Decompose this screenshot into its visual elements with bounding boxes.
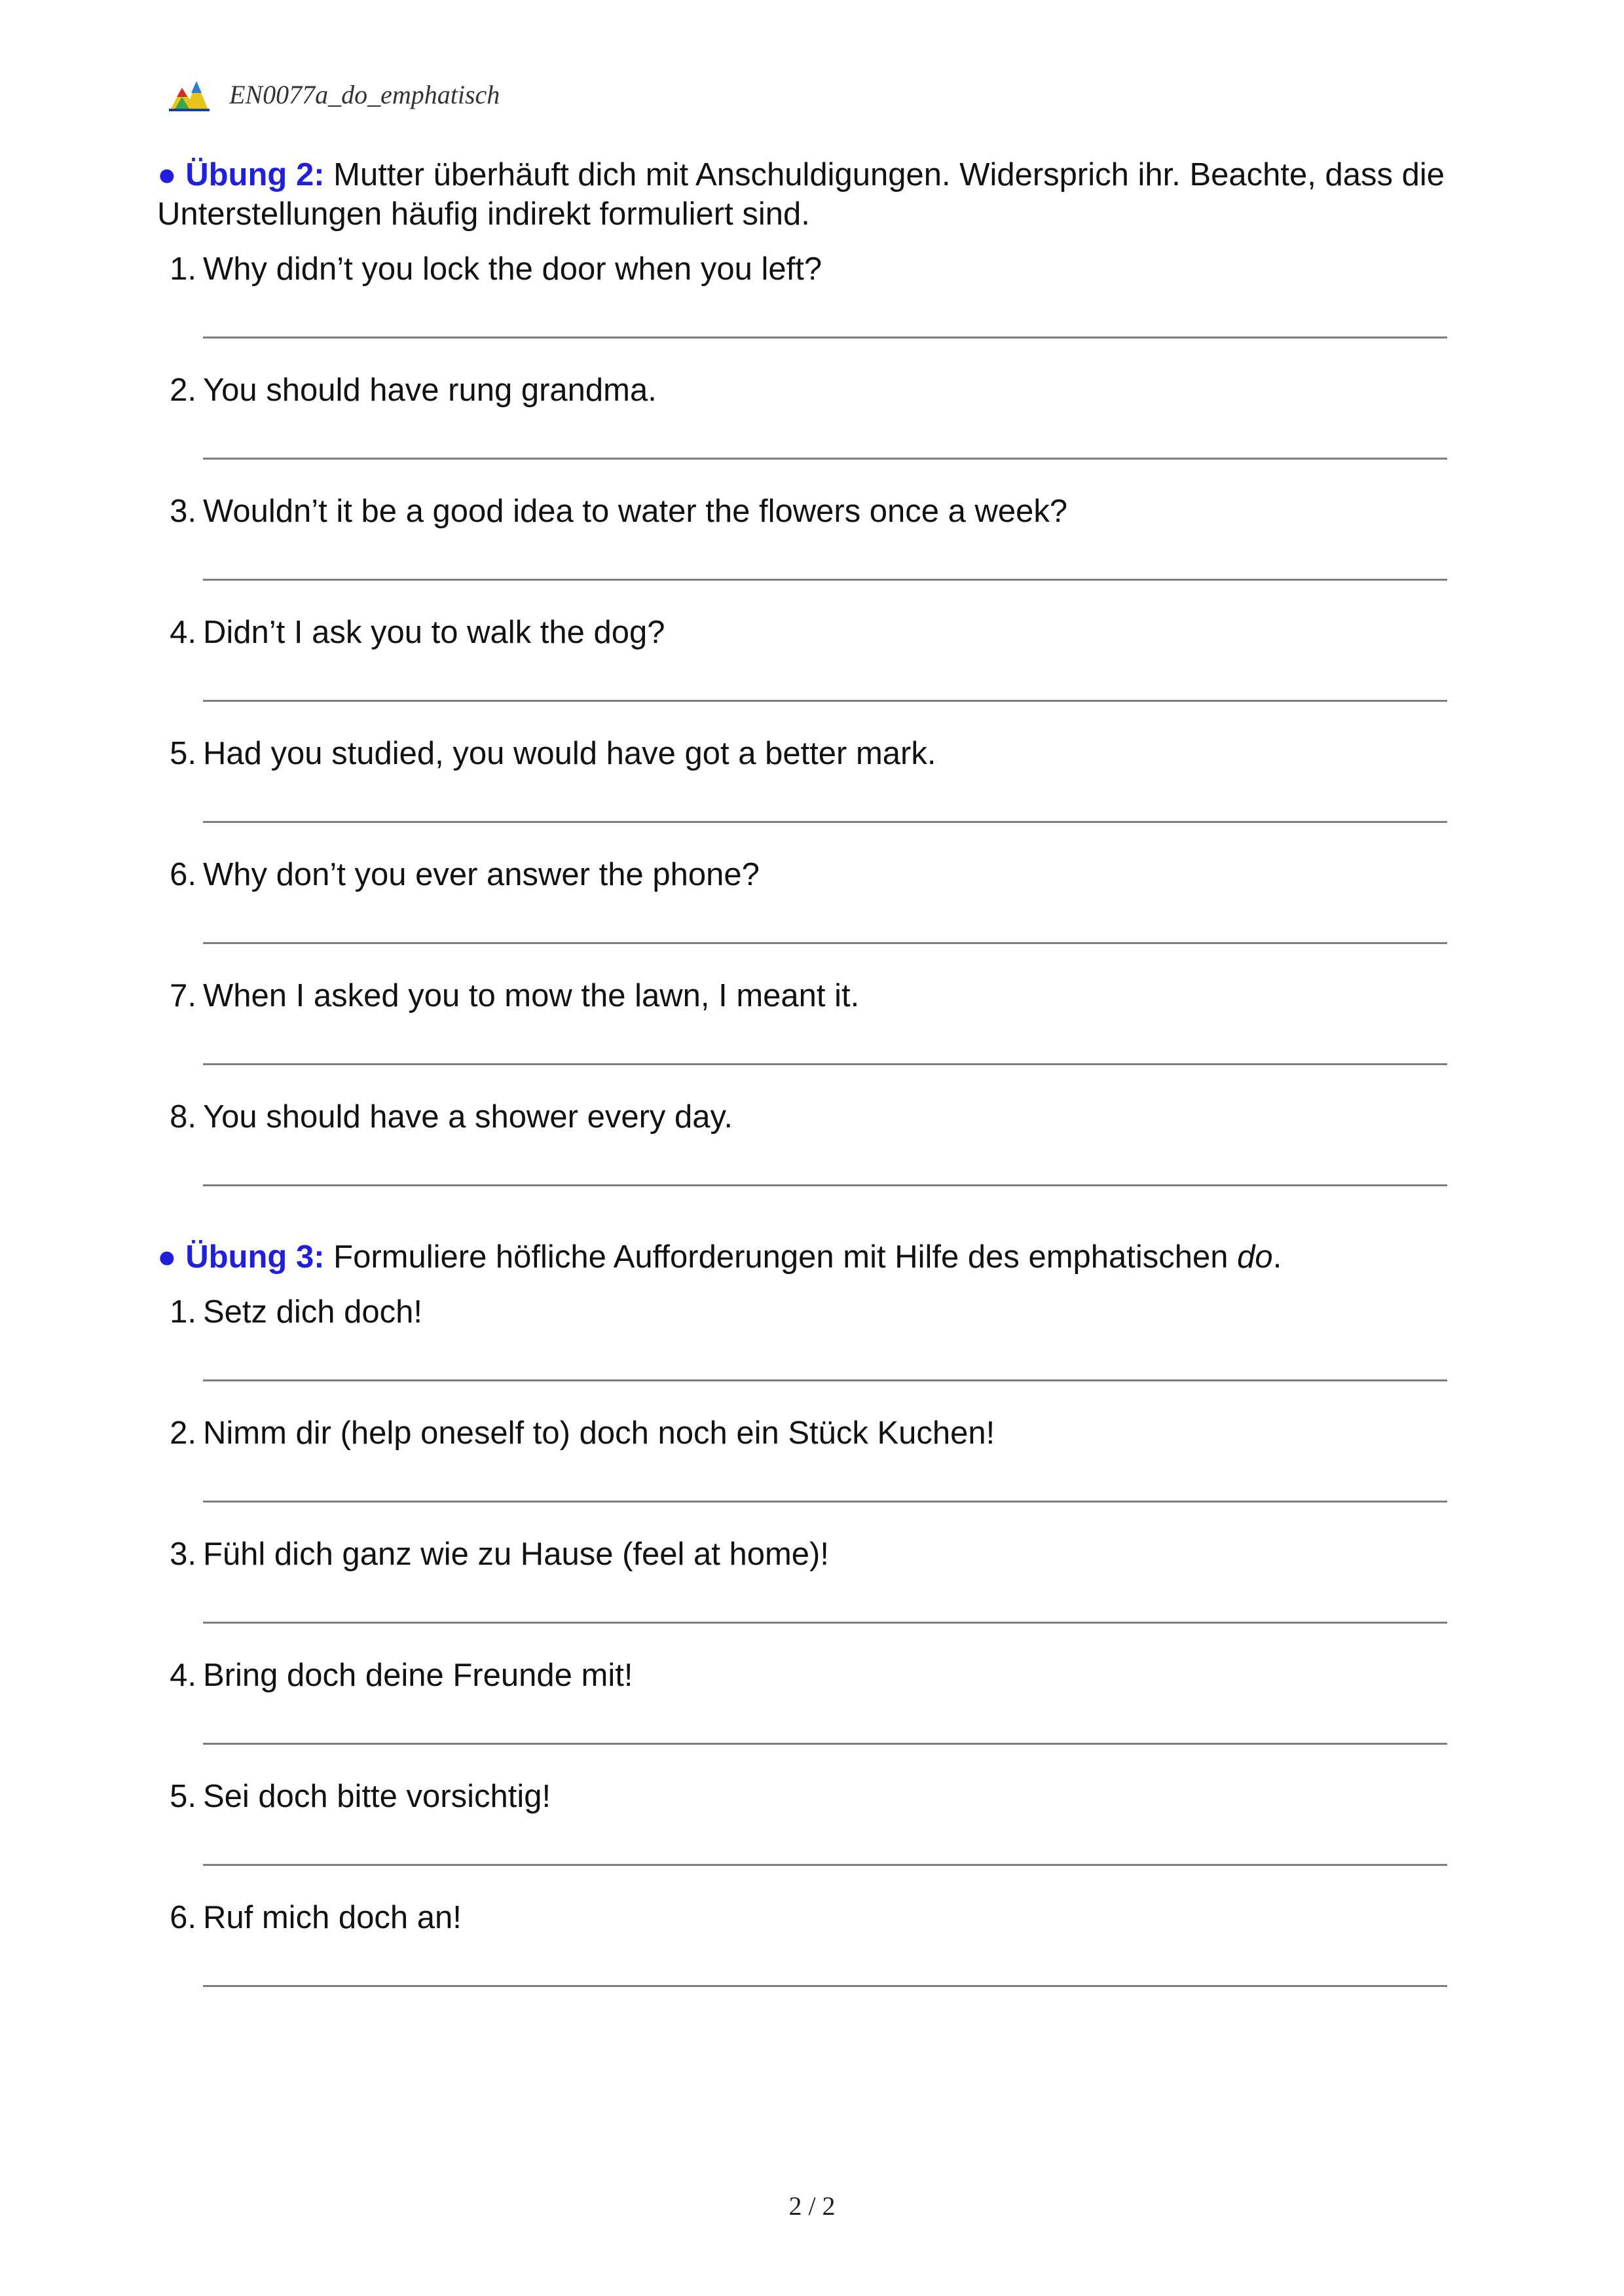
exercise-2-title <box>157 155 1467 234</box>
item-prompt: Fühl dich ganz wie zu Hause (feel at home)! <box>203 1537 829 1572</box>
list-item <box>157 371 1467 492</box>
item-prompt: Had you studied, you would have got a better mark. <box>203 736 936 771</box>
item-number: 4. <box>170 1658 196 1693</box>
exercise-3-instruction-emphasis: do <box>1237 1239 1273 1275</box>
answer-line[interactable] <box>203 579 1447 581</box>
answer-line[interactable] <box>203 1379 1447 1381</box>
answer-line[interactable] <box>203 1985 1447 1987</box>
item-prompt: Why don’t you ever answer the phone? <box>203 857 760 892</box>
item-prompt: When I asked you to mow the lawn, I meant it. <box>203 978 860 1013</box>
exercise-3-label: Übung 3: <box>185 1239 325 1275</box>
exercise-3 <box>157 1237 1467 2019</box>
item-number: 5. <box>170 1779 196 1814</box>
answer-line[interactable] <box>203 821 1447 823</box>
answer-line[interactable] <box>203 1063 1447 1065</box>
exercise-3-title <box>157 1237 1467 1277</box>
list-item <box>157 1656 1467 1777</box>
list-item <box>157 1292 1467 1413</box>
list-item <box>157 1097 1467 1218</box>
answer-line[interactable] <box>203 700 1447 702</box>
list-item <box>157 1413 1467 1535</box>
answer-line[interactable] <box>203 1501 1447 1503</box>
item-number: 8. <box>170 1099 196 1135</box>
answer-line[interactable] <box>203 1743 1447 1745</box>
exercise-3-instruction-end: . <box>1272 1239 1282 1275</box>
item-number: 3. <box>170 1537 196 1572</box>
exercise-2-instruction: Mutter überhäuft dich mit Anschuldigungen. Widersprich ihr. Beachte, dass die Unterstellungen häufig indirekt formuliert sind. <box>157 157 1445 232</box>
list-item <box>157 1898 1467 2019</box>
mountain-logo-icon <box>168 77 211 113</box>
item-prompt: Wouldn’t it be a good idea to water the flowers once a week? <box>203 494 1068 529</box>
page-number: 2 / 2 <box>788 2191 836 2221</box>
item-prompt: You should have rung grandma. <box>203 373 657 408</box>
exercise-2 <box>157 155 1467 1218</box>
answer-line[interactable] <box>203 1864 1447 1866</box>
list-item <box>157 1777 1467 1898</box>
item-prompt: Bring doch deine Freunde mit! <box>203 1658 633 1693</box>
answer-line[interactable] <box>203 458 1447 460</box>
item-number: 1. <box>170 251 196 287</box>
item-prompt: Setz dich doch! <box>203 1294 423 1330</box>
answer-line[interactable] <box>203 942 1447 944</box>
bullet-icon: ● <box>157 157 177 192</box>
item-prompt: Nimm dir (help oneself to) doch noch ein Stück Kuchen! <box>203 1415 995 1451</box>
item-number: 5. <box>170 736 196 771</box>
item-number: 6. <box>170 1900 196 1935</box>
document-id: EN0077a_do_emphatisch <box>229 80 500 109</box>
list-item <box>157 734 1467 855</box>
item-number: 2. <box>170 373 196 408</box>
item-number: 2. <box>170 1415 196 1451</box>
item-number: 6. <box>170 857 196 892</box>
item-number: 1. <box>170 1294 196 1330</box>
answer-line[interactable] <box>203 1184 1447 1186</box>
item-prompt: Why didn’t you lock the door when you left? <box>203 251 822 287</box>
bullet-icon: ● <box>157 1239 177 1275</box>
item-number: 7. <box>170 978 196 1013</box>
list-item <box>157 1535 1467 1656</box>
item-prompt: Ruf mich doch an! <box>203 1900 462 1935</box>
exercise-2-list <box>157 249 1467 1218</box>
list-item <box>157 976 1467 1097</box>
item-prompt: Didn’t I ask you to walk the dog? <box>203 615 665 650</box>
list-item <box>157 249 1467 371</box>
answer-line[interactable] <box>203 1622 1447 1624</box>
exercise-2-label: Übung 2: <box>185 157 325 192</box>
item-prompt: You should have a shower every day. <box>203 1099 733 1135</box>
list-item <box>157 613 1467 734</box>
exercise-3-instruction: Formuliere höfliche Aufforderungen mit Hilfe des emphatischen <box>333 1239 1228 1275</box>
list-item <box>157 855 1467 976</box>
answer-line[interactable] <box>203 337 1447 338</box>
item-number: 4. <box>170 615 196 650</box>
item-number: 3. <box>170 494 196 529</box>
list-item <box>157 492 1467 613</box>
item-prompt: Sei doch bitte vorsichtig! <box>203 1779 551 1814</box>
page-header <box>168 72 500 118</box>
exercise-3-list <box>157 1292 1467 2019</box>
